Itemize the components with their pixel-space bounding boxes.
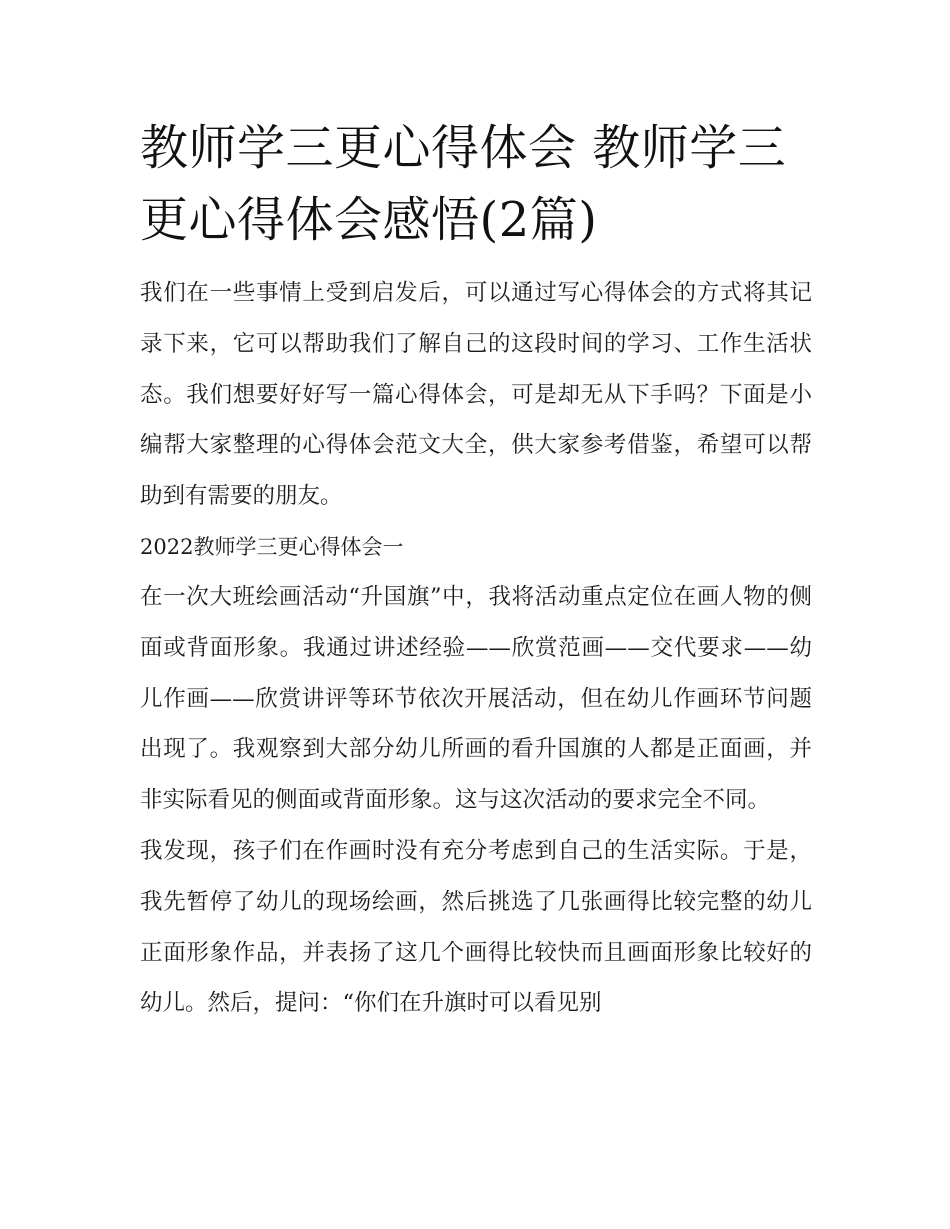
document-title: 教师学三更心得体会 教师学三更心得体会感悟(2篇) <box>140 120 787 248</box>
body-paragraph-2: 我发现，孩子们在作画时没有充分考虑到自己的生活实际。于是，我先暂停了幼儿的现场绘画，然后挑选了几张画得比较完整的幼儿正面形象作品，并表扬了这几个画得比较快而且画面形象比较好的幼儿。然后，提问：“你们在升旗时可以看见别 <box>140 837 812 1017</box>
document-page <box>140 112 812 1029</box>
intro-paragraph: 我们在一些事情上受到启发后，可以通过写心得体会的方式将其记录下来，它可以帮助我们了解自己的这段时间的学习、工作生活状态。我们想要好好写一篇心得体会，可是却无从下手吗？下面是小编帮大家整理的心得体会范文大全，供大家参考借鉴，希望可以帮助到有需要的朋友。 <box>140 280 812 510</box>
section-heading: 2022教师学三更心得体会一 <box>140 534 404 559</box>
body-paragraph-1: 在一次大班绘画活动“升国旗”中，我将活动重点定位在画人物的侧面或背面形象。我通过讲述经验——欣赏范画——交代要求——幼儿作画——欣赏讲评等环节依次开展活动，但在幼儿作画环节问题出现了。我观察到大部分幼儿所画的看升国旗的人都是正面画，并非实际看见的侧面或背面形象。这与这次活动的要求完全不同。 <box>140 583 812 814</box>
